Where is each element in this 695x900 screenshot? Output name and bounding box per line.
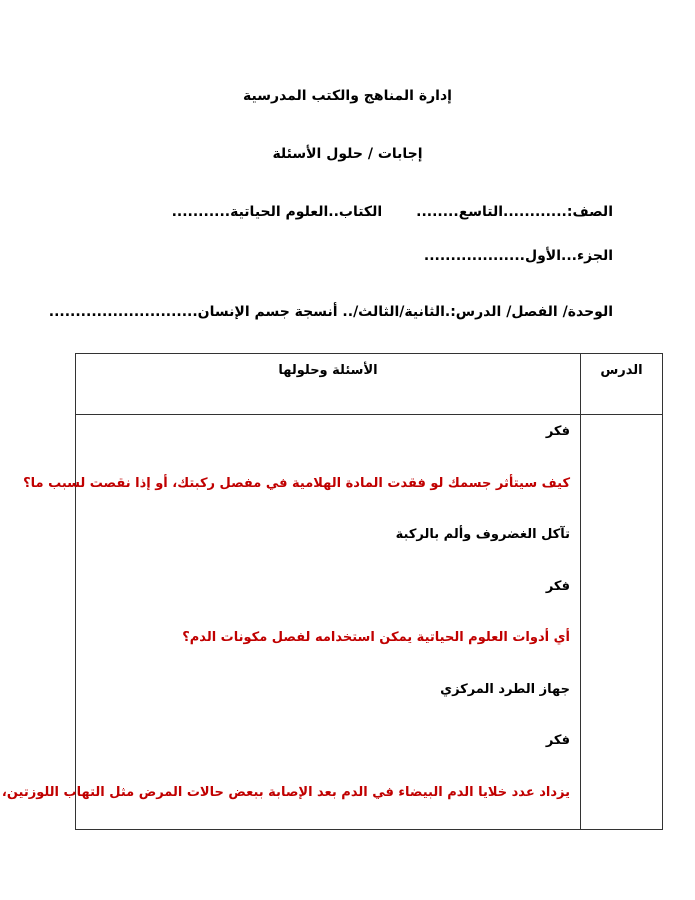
- table-header-row: [76, 354, 663, 415]
- lesson-column-header: الدرس: [581, 354, 663, 415]
- document-title: إدارة المناهج والكتب المدرسية: [243, 88, 452, 104]
- qa-list: [1, 417, 570, 829]
- question-text: كيف سيتأثر جسمك لو فقدت المادة الهلامية في مفصل ركبتك، أو إذا نقصت لسبب ما؟: [23, 475, 570, 491]
- answer-text: تآكل الغضروف وألم بالركبة: [395, 527, 570, 542]
- part-line: الجزء...الأول...................: [423, 248, 613, 264]
- think-label: فكر: [545, 424, 570, 439]
- book-field: الكتاب..العلوم الحياتية...........: [171, 204, 383, 220]
- question-text: يزداد عدد خلايا الدم البيضاء في الدم بعد الإصابة ببعض حالات المرض مثل التهاب اللوزتين،: [1, 784, 570, 800]
- think-label: فكر: [545, 578, 570, 594]
- lesson-cell: [581, 415, 663, 830]
- question-text: أي أدوات العلوم الحياتية يمكن استخدامه لفصل مكونات الدم؟: [182, 630, 570, 645]
- qa-column-header: الأسئلة وحلولها: [76, 354, 581, 415]
- think-label: فكر: [545, 733, 570, 748]
- unit-lesson-line: الوحدة/ الفصل/ الدرس:.الثانية/الثالث/.. أنسجة جسم الإنسان............................: [48, 304, 613, 320]
- answer-text: جهاز الطرد المركزي: [440, 681, 570, 697]
- questions-answers-table: [1, 353, 663, 830]
- grade-book-line: [172, 204, 613, 220]
- document-subtitle: إجابات / حلول الأسئلة: [272, 146, 423, 162]
- table-body-row: [76, 415, 663, 830]
- qa-cell: [1, 415, 581, 830]
- grade-field: الصف:............التاسع........: [416, 204, 613, 220]
